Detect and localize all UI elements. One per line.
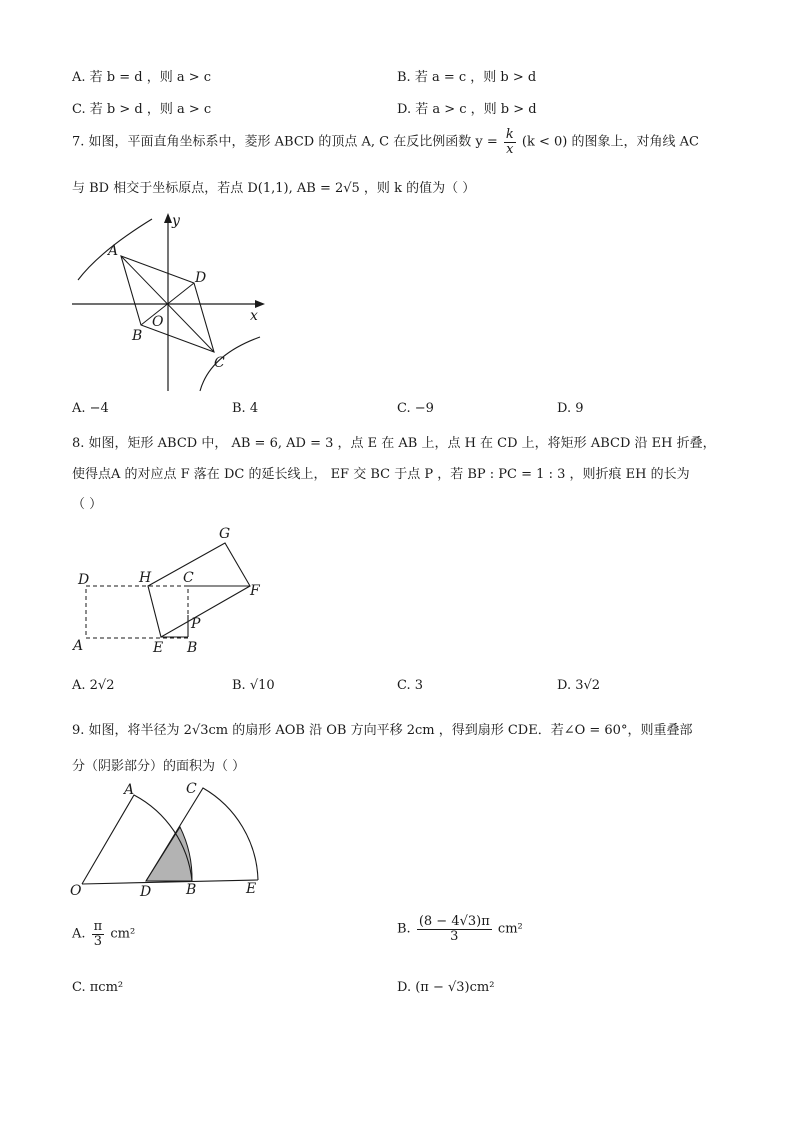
q7-fraction [504, 128, 516, 156]
q7-label-d: D [195, 270, 207, 286]
q8-fold-diagram [65, 520, 275, 655]
q7-rhombus-diagram [60, 205, 280, 395]
q7-label-b: B [132, 328, 143, 344]
q9-option-a [72, 920, 135, 948]
q8-stem-line1: 8. 如图，矩形 ABCD 中， AB = 6, AD = 3 ，点 E 在 AB 上，点 H 在 CD 上，将矩形 ABCD 沿 EH 折叠， [72, 436, 716, 451]
q9-option-b-den: 3 [450, 928, 459, 944]
q8-stem-line2: 使得点A 的对应点 F 落在 DC 的延长线上， EF 交 BC 于点 P ，若 BP : PC = 1 : 3 ，则折痕 EH 的长为 [72, 467, 690, 482]
q9-option-a-unit: cm² [110, 926, 136, 942]
q9-option-b [397, 915, 523, 943]
q7-y-arrow [164, 213, 172, 223]
q9-option-a-label: A. [72, 926, 86, 942]
q7-option-b: B. 4 [232, 401, 259, 416]
q8-label-e: E [153, 640, 164, 655]
q9-sector-diagram [62, 780, 282, 898]
q8-label-b: B [187, 640, 198, 655]
q8-option-b: B. √10 [232, 678, 275, 693]
q8-label-c: C [183, 570, 194, 586]
q7-stem-pre: 7. 如图，平面直角坐标系中，菱形 ABCD 的顶点 A, C 在反比例函数 y = [72, 134, 498, 150]
q6-option-b: B. 若 a = c ，则 b > d [397, 70, 537, 85]
q9-stem-line2: 分（阴影部分）的面积为（ ） [72, 759, 246, 774]
q8-label-a: A [73, 638, 84, 654]
q9-option-a-num: π [93, 919, 103, 934]
q6-option-c: C. 若 b > d ，则 a > c [72, 102, 212, 117]
q7-stem-line2: 与 BD 相交于坐标原点，若点 D(1,1), AB = 2√5 ，则 k 的值为（ ） [72, 181, 476, 196]
q9-option-b-label: B. [397, 921, 411, 937]
q7-label-y: y [172, 213, 180, 229]
q7-label-x: x [250, 308, 258, 324]
q9-label-a: A [124, 782, 135, 798]
q8-option-d: D. 3√2 [557, 678, 601, 693]
q6-option-d: D. 若 a > c ，则 b > d [397, 102, 537, 117]
q7-option-d: D. 9 [557, 401, 584, 416]
q7-frac-num: k [505, 127, 514, 142]
q9-label-o: O [70, 883, 82, 898]
q8-label-g: G [219, 526, 231, 542]
q9-option-c: C. πcm² [72, 980, 124, 995]
q9-label-b: B [186, 882, 197, 898]
q9-option-a-den: 3 [93, 933, 103, 949]
q7-label-c: C [214, 355, 225, 371]
q9-option-b-fraction [417, 915, 492, 943]
q7-label-a: A [108, 243, 119, 259]
q9-option-a-fraction [92, 920, 105, 948]
q9-option-b-unit: cm² [497, 921, 523, 937]
q7-x-arrow [255, 300, 265, 308]
q9-option-d: D. (π − √3)cm² [397, 980, 495, 995]
q8-label-f: F [250, 583, 260, 599]
q9-label-c: C [186, 781, 197, 797]
q7-label-o: O [152, 314, 164, 330]
q8-label-d: D [78, 572, 90, 588]
q7-stem-post: (k < 0) 的图象上，对角线 AC [521, 134, 699, 150]
q7-option-c: C. −9 [397, 401, 434, 416]
q8-label-p: P [191, 616, 201, 632]
q8-stem-line3: （ ） [72, 497, 103, 512]
q9-stem-line1: 9. 如图，将半径为 2√3cm 的扇形 AOB 沿 OB 方向平移 2cm ，得到扇形 CDE．若∠O = 60°，则重叠部 [72, 723, 693, 738]
q6-option-a: A. 若 b = d ，则 a > c [72, 70, 212, 85]
q8-option-a: A. 2√2 [72, 678, 115, 693]
q7-option-a: A. −4 [72, 401, 109, 416]
q7-frac-den: x [506, 141, 514, 157]
q7-hyperbola-lower-right [200, 337, 260, 391]
q8-option-c: C. 3 [397, 678, 424, 693]
q7-stem-line1 [72, 128, 699, 156]
q9-label-e: E [246, 881, 257, 897]
q9-option-b-num: (8 − 4√3)π [418, 914, 490, 929]
q9-label-d: D [140, 884, 152, 898]
q8-label-h: H [139, 570, 152, 586]
q9-shaded-overlap [146, 827, 192, 881]
